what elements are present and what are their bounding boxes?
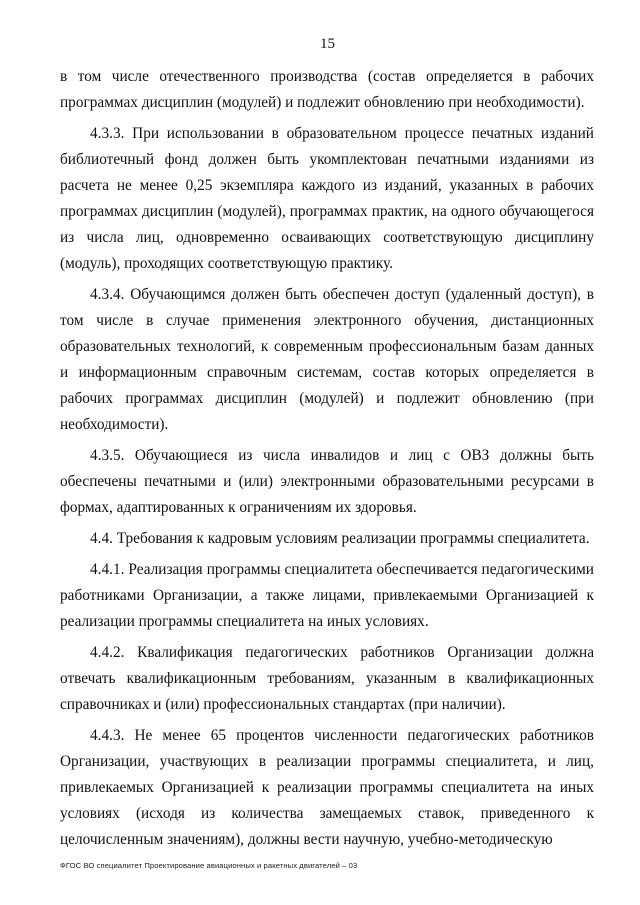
paragraph-continuation: в том числе отечественного производства (состав определяется в рабочих программах дисциплин (модулей) и подлежит обновлению при необходимости).: [60, 68, 594, 111]
page-footer: ФГОС ВО специалитет Проектирование авиационных и ракетных двигателей – 03: [60, 861, 358, 870]
paragraph-4-4-3: 4.4.3. Не менее 65 процентов численности педагогических работников Организации, участвующих в реализации программы специалитета, и лиц, привлекаемых Организацией к реализации программы специалитета на иных условиях (исходя из количества замещаемых ставок, приведенного к целочисленным значениям), должны вести научную, учебно-методическую: [60, 727, 594, 848]
paragraph-4-3-5: 4.3.5. Обучающиеся из числа инвалидов и лиц с ОВЗ должны быть обеспечены печатными и (или) электронными образовательными ресурсами в формах, адаптированных к ограничениям их здоровья.: [60, 447, 594, 516]
paragraph-4-4-2: 4.4.2. Квалификация педагогических работников Организации должна отвечать квалификационным требованиям, указанным в квалификационных справочниках и (или) профессиональных стандартах (при наличии).: [60, 644, 594, 713]
paragraph-4-3-3: 4.3.3. При использовании в образовательном процессе печатных изданий библиотечный фонд должен быть укомплектован печатными изданиями из расчета не менее 0,25 экземпляра каждого из изданий, указанных в рабочих программах дисциплин (модулей), программах практик, на одного обучающегося из числа лиц, одновременно осваивающих соответствующую дисциплину (модуль), проходящих соответствующую практику.: [60, 125, 594, 272]
paragraph-4-4-1: 4.4.1. Реализация программы специалитета обеспечивается педагогическими работниками Организации, а также лицами, привлекаемыми Организацией к реализации программы специалитета на иных условиях.: [60, 561, 594, 630]
paragraph-4-3-4: 4.3.4. Обучающимся должен быть обеспечен доступ (удаленный доступ), в том числе в случае применения электронного обучения, дистанционных образовательных технологий, к современным профессиональным базам данных и информационным справочным системам, состав которых определяется в рабочих программах дисциплин (модулей) и подлежит обновлению (при необходимости).: [60, 286, 594, 433]
document-body: [60, 64, 594, 858]
paragraph-4-4: 4.4. Требования к кадровым условиям реализации программы специалитета.: [90, 530, 590, 547]
page-number: 15: [320, 36, 335, 52]
